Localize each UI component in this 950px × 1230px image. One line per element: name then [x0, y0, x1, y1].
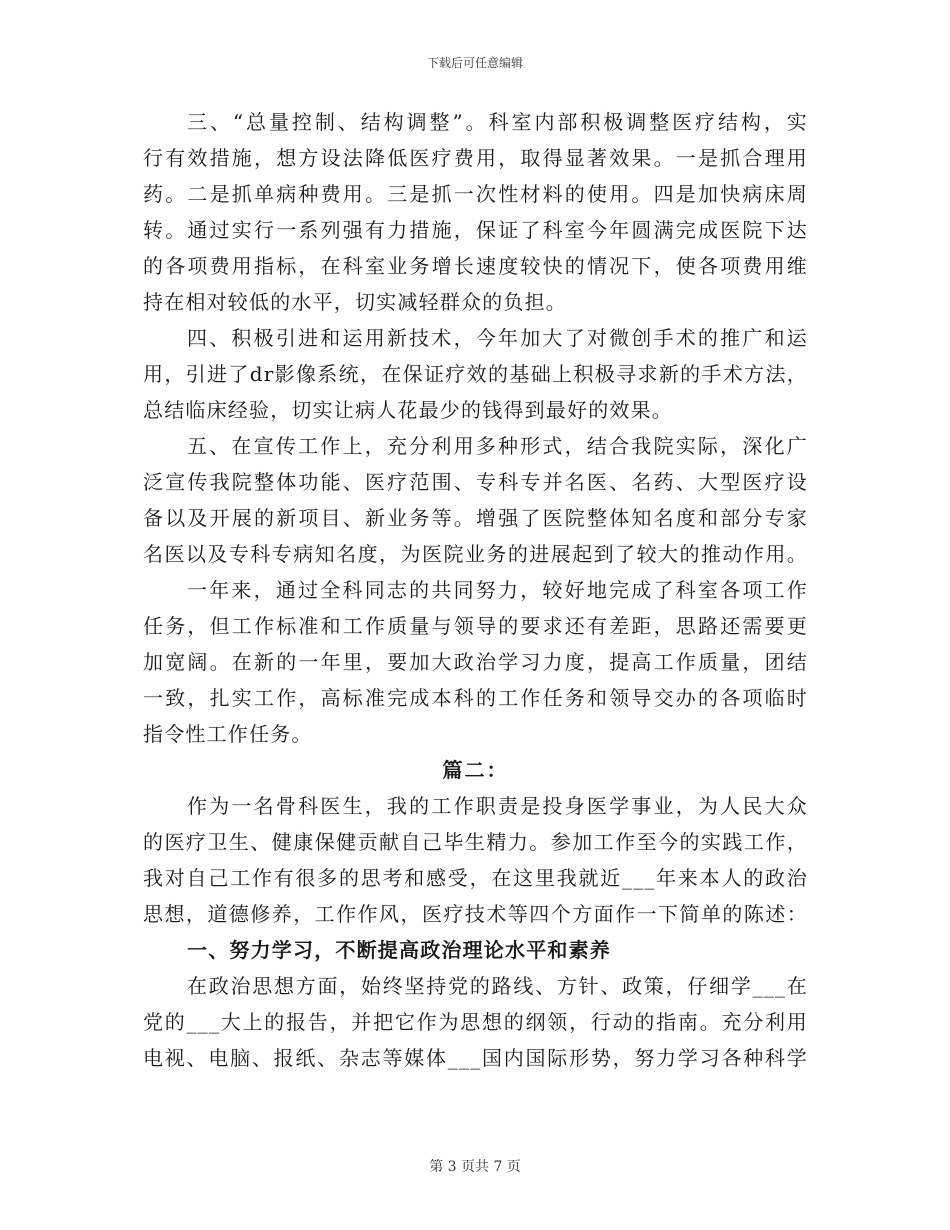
text-line: 转。通过实行一系列强有力措施，保证了科室今年圆满完成医院下达	[143, 218, 808, 242]
text-line: 我对自己工作有很多的思考和感受，在这里我就近___年来本人的政治	[143, 866, 808, 890]
page-header: 下载后可任意编辑	[426, 56, 523, 70]
text-line: 党的___大上的报告，并把它作为思想的纲领，行动的指南。充分利用	[143, 1010, 808, 1034]
text-line: 五、在宣传工作上，充分利用多种形式，结合我院实际，深化广	[187, 434, 808, 458]
text-line: 药。二是抓单病种费用。三是抓一次性材料的使用。四是加快病床周	[143, 182, 808, 206]
text-line: 用，引进了dr影像系统，在保证疗效的基础上积极寻求新的手术方法，	[143, 362, 808, 386]
text-line: 电视、电脑、报纸、杂志等媒体___国内国际形势，努力学习各种科学	[143, 1046, 808, 1070]
page-footer: 第 3 页共 7 页	[429, 1159, 521, 1175]
text-line: 思想，道德修养，工作作风，医疗技术等四个方面作一下简单的陈述：	[143, 902, 808, 926]
text-line: 任务，但工作标准和工作质量与领导的要求还有差距，思路还需要更	[143, 614, 808, 638]
text-line: 总结临床经验，切实让病人花最少的钱得到最好的效果。	[143, 398, 673, 422]
text-line: 四、积极引进和运用新技术，今年加大了对微创手术的推广和运	[187, 326, 808, 350]
text-line: 加宽阔。在新的一年里，要加大政治学习力度，提高工作质量，团结	[143, 650, 808, 674]
text-line: 指令性工作任务。	[143, 722, 313, 746]
text-line: 泛宣传我院整体功能、医疗范围、专科专并名医、名药、大型医疗设	[143, 470, 808, 494]
text-line: 持在相对较低的水平，切实减轻群众的负担。	[143, 290, 567, 314]
text-line: 行有效措施，想方设法降低医疗费用，取得显著效果。一是抓合理用	[143, 146, 808, 170]
text-line: 在政治思想方面，始终坚持党的路线、方针、政策，仔细学___在	[187, 974, 808, 998]
text-line: 的医疗卫生、健康保健贡献自己毕生精力。参加工作至今的实践工作，	[143, 830, 808, 854]
text-line: 的各项费用指标，在科室业务增长速度较快的情况下，使各项费用维	[143, 254, 808, 278]
text-line: 名医以及专科专病知名度，为医院业务的进展起到了较大的推动作用。	[143, 542, 808, 566]
document-body	[143, 104, 808, 1076]
text-line: 一年来，通过全科同志的共同努力，较好地完成了科室各项工作	[187, 578, 808, 602]
text-line: 备以及开展的新项目、新业务等。增强了医院整体知名度和部分专家	[143, 506, 808, 530]
subsection-heading: 一、努力学习，不断提高政治理论水平和素养	[187, 938, 611, 962]
text-line: 三、“总量控制、结构调整”。科室内部积极调整医疗结构，实	[187, 110, 808, 134]
section-heading: 篇二：	[442, 758, 509, 782]
text-line: 作为一名骨科医生，我的工作职责是投身医学事业，为人民大众	[187, 794, 808, 818]
text-line: 一致，扎实工作，高标准完成本科的工作任务和领导交办的各项临时	[143, 686, 808, 710]
